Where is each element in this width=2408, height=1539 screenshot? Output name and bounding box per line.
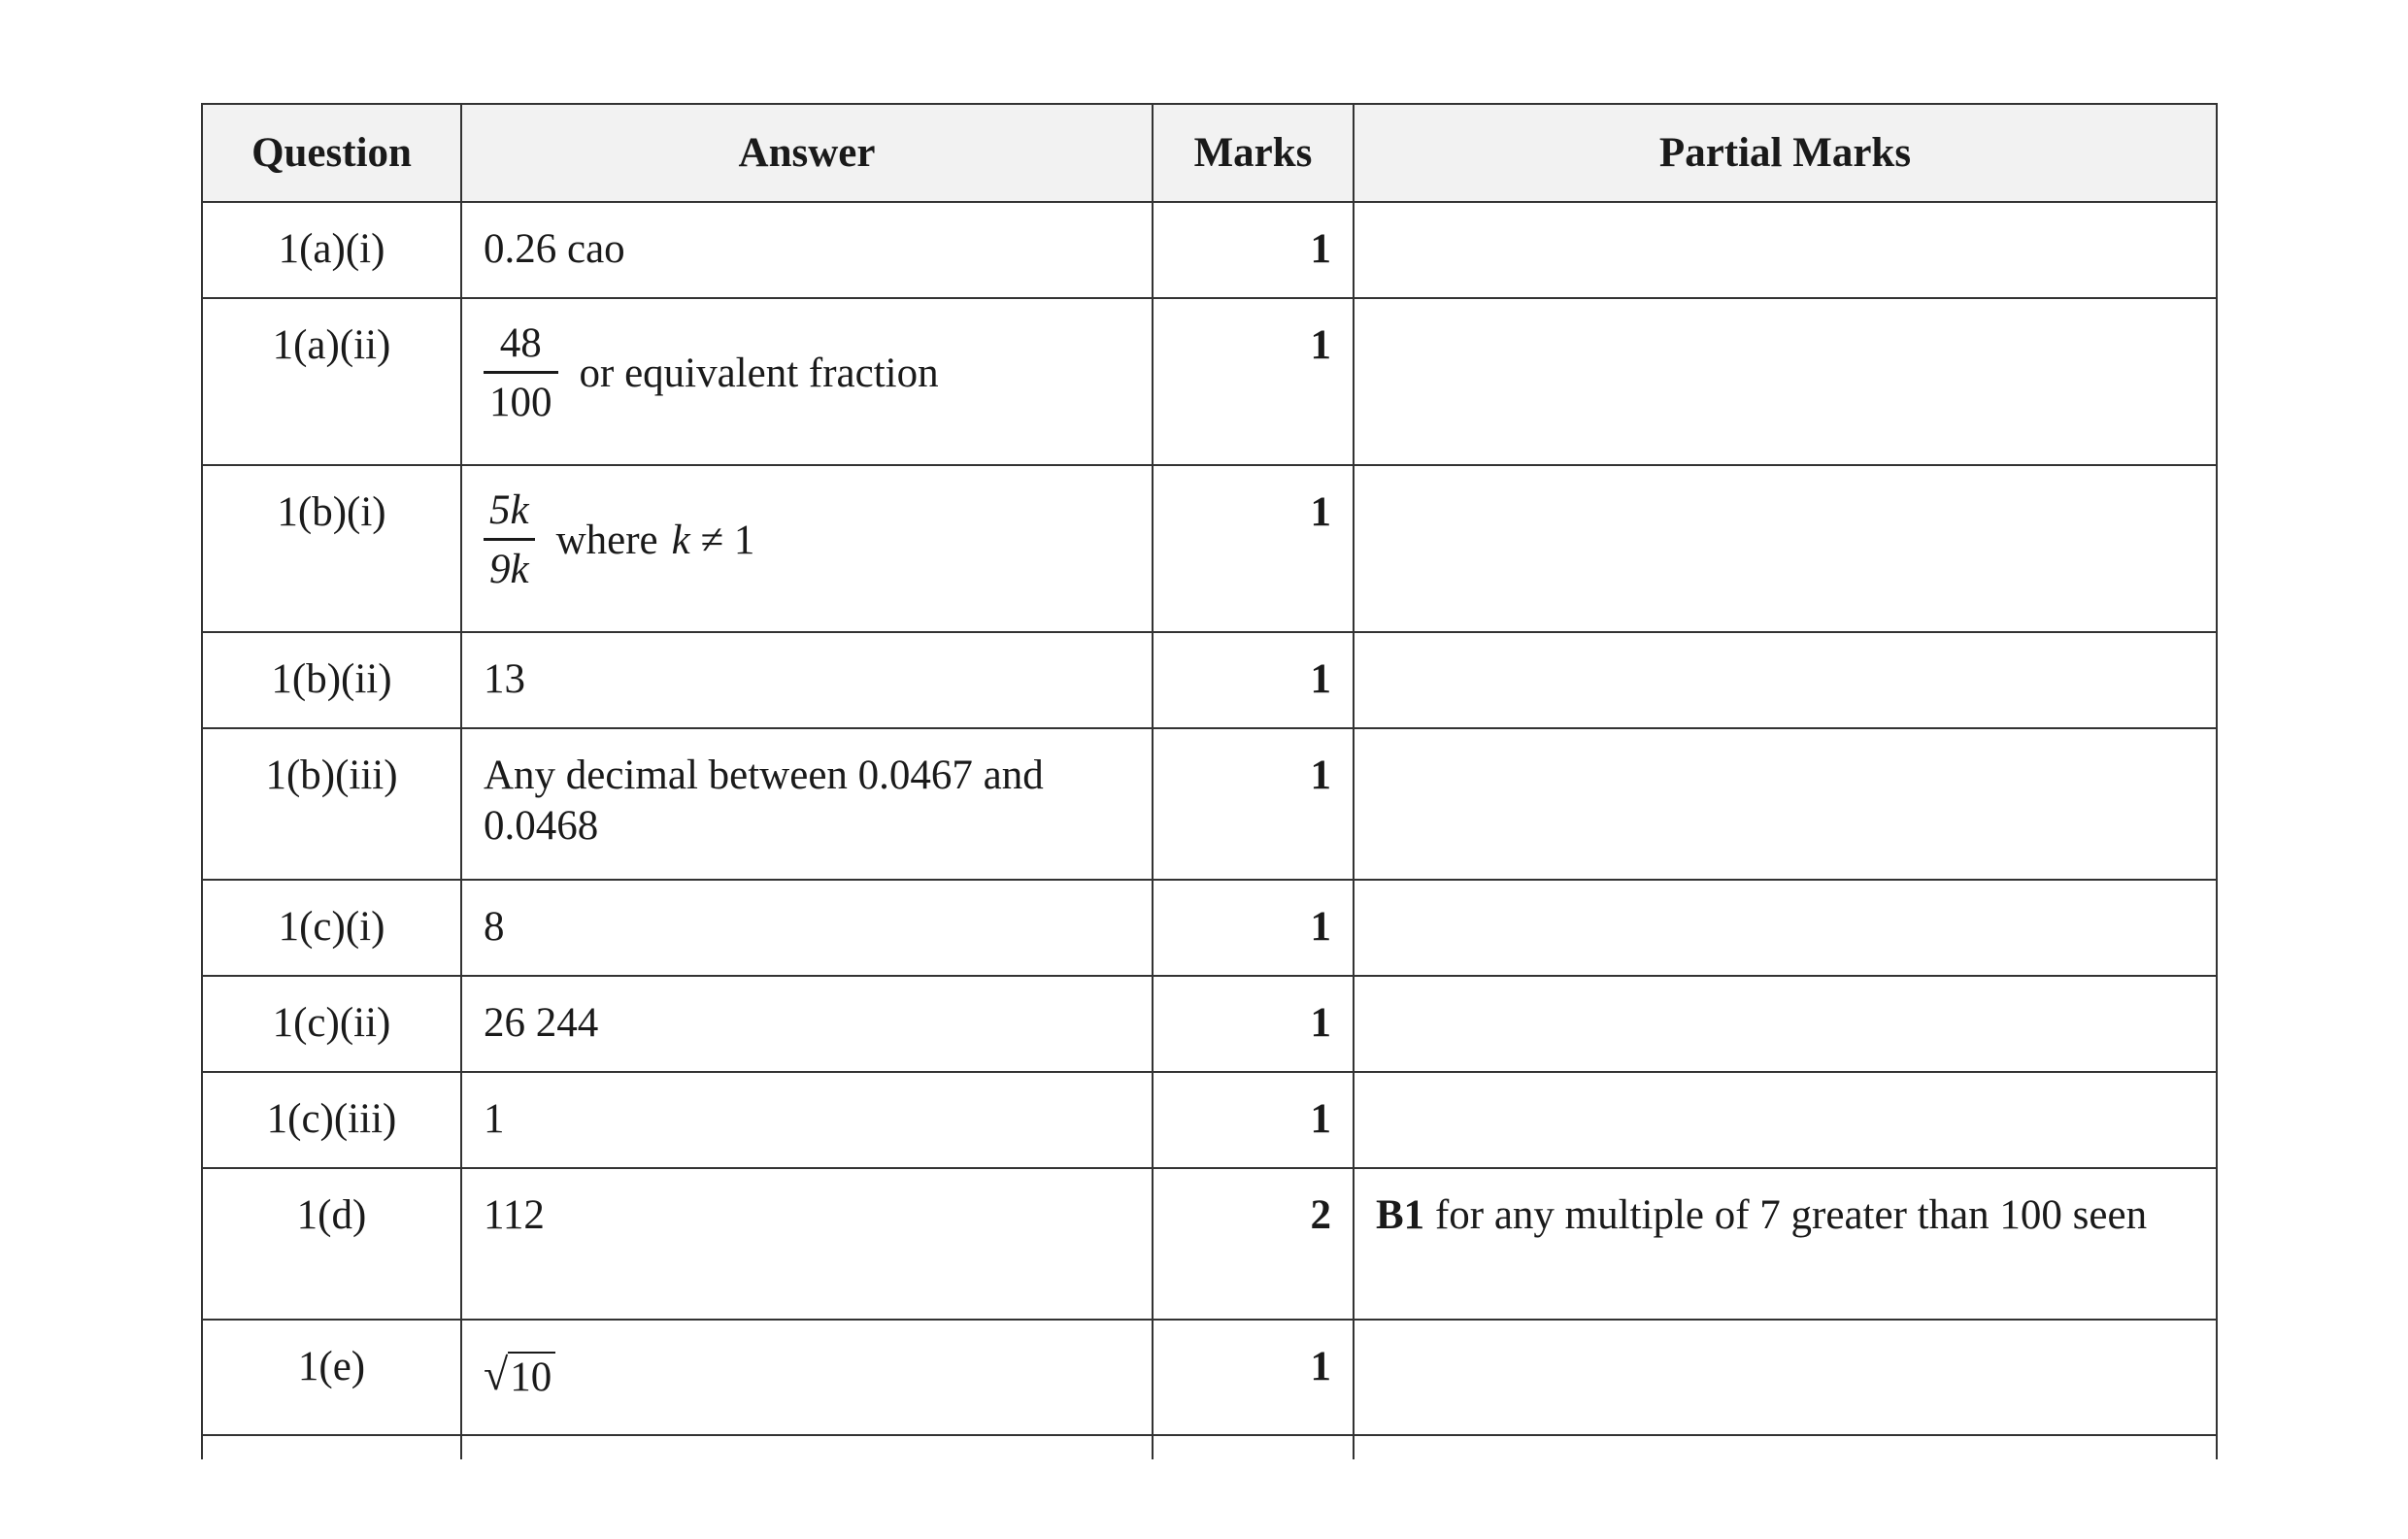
partial-marks-cell [1354,1435,2217,1459]
header-partial-marks: Partial Marks [1354,104,2217,202]
question-cell: 1(b)(i) [202,465,461,632]
table-row [202,298,2217,465]
table-row [202,880,2217,976]
answer-cell: 26 244 [461,976,1153,1072]
answer-cell: 0.26 cao [461,202,1153,298]
answer-cell: Any decimal between 0.0467 and 0.0468 [461,728,1153,880]
answer-cell [461,465,1153,632]
header-marks: Marks [1153,104,1354,202]
table-row [202,202,2217,298]
mark-scheme-table [201,103,2218,1459]
question-cell [202,1435,461,1459]
mark-code: B1 [1376,1192,1425,1238]
question-cell: 1(c)(ii) [202,976,461,1072]
answer-fraction-line [484,317,1132,432]
fraction [484,317,558,432]
partial-marks-cell [1354,728,2217,880]
partial-marks-cell [1354,1320,2217,1435]
answer-text: where [555,518,658,564]
question-cell: 1(c)(iii) [202,1072,461,1168]
partial-marks-cell [1354,298,2217,465]
question-cell: 1(b)(iii) [202,728,461,880]
partial-marks-cell [1354,1168,2217,1320]
header-answer: Answer [461,104,1153,202]
partial-marks-cell [1354,1072,2217,1168]
answer-condition: k ≠ 1 [671,518,755,564]
answer-cell: 112 [461,1168,1153,1320]
table-row [202,1320,2217,1435]
question-cell: 1(c)(i) [202,880,461,976]
table-row [202,976,2217,1072]
question-cell: 1(a)(i) [202,202,461,298]
marks-cell: 1 [1153,976,1354,1072]
marks-cell: 1 [1153,298,1354,465]
partial-marks-cell [1354,880,2217,976]
fraction-denominator: 9k [489,546,529,592]
partial-marks-cell [1354,465,2217,632]
fraction [484,484,535,599]
question-cell: 1(e) [202,1320,461,1435]
marks-cell [1153,1435,1354,1459]
answer-fraction-line [484,484,1132,599]
marks-cell: 1 [1153,632,1354,728]
table-row [202,465,2217,632]
answer-cell [461,1320,1153,1435]
answer-cell [461,1435,1153,1459]
question-cell: 1(a)(ii) [202,298,461,465]
marks-cell: 1 [1153,1320,1354,1435]
radical-sign-icon: √ [484,1350,509,1399]
fraction-denominator: 100 [489,379,552,425]
table-row [202,632,2217,728]
marks-cell: 1 [1153,728,1354,880]
marks-cell: 1 [1153,1072,1354,1168]
table-row [202,1072,2217,1168]
fraction-numerator: 5k [489,487,529,533]
marks-cell: 1 [1153,202,1354,298]
header-row [202,104,2217,202]
table-row [202,1168,2217,1320]
answer-cell: 13 [461,632,1153,728]
table-row [202,728,2217,880]
answer-cell: 1 [461,1072,1153,1168]
marks-cell: 2 [1153,1168,1354,1320]
question-cell: 1(b)(ii) [202,632,461,728]
partial-marks-cell [1354,632,2217,728]
partial-marks-cell [1354,202,2217,298]
header-question: Question [202,104,461,202]
answer-cell: 8 [461,880,1153,976]
fraction-numerator: 48 [499,320,542,366]
answer-cell [461,298,1153,465]
radicand: 10 [508,1352,555,1400]
partial-marks-cell [1354,976,2217,1072]
answer-text: or equivalent fraction [579,351,939,397]
partial-marks-text: for any multiple of 7 greater than 100 seen [1434,1192,2148,1238]
marks-cell: 1 [1153,465,1354,632]
question-cell: 1(d) [202,1168,461,1320]
marks-cell: 1 [1153,880,1354,976]
table-row-cutoff [202,1435,2217,1459]
square-root [484,1350,555,1400]
